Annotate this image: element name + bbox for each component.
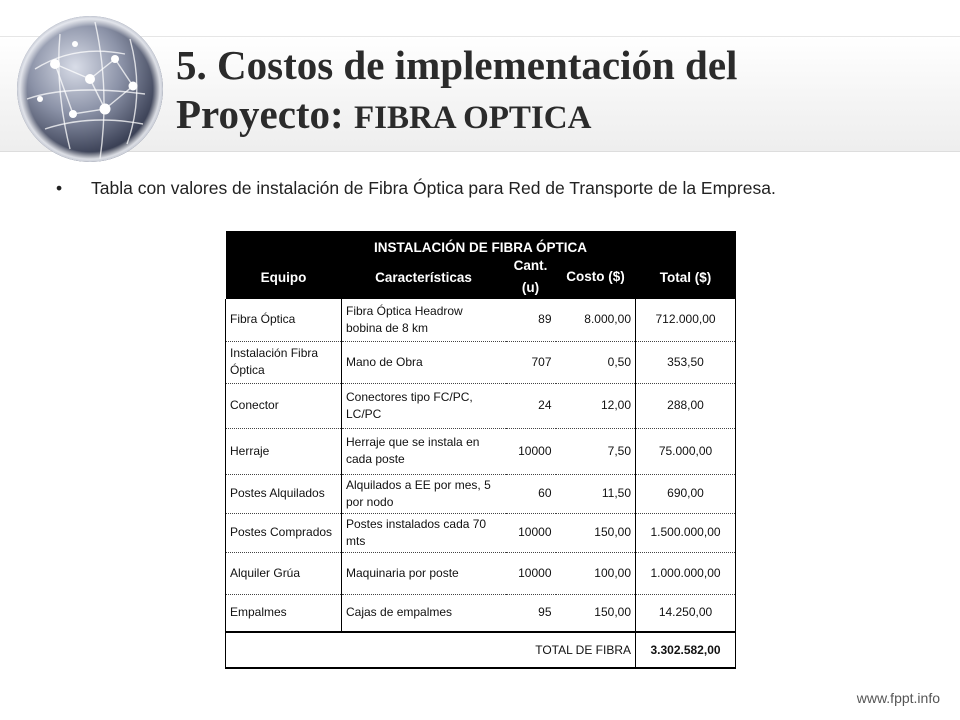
cell-costo: 150,00 bbox=[556, 594, 636, 632]
slide-title bbox=[176, 42, 737, 141]
cell-costo: 8.000,00 bbox=[556, 299, 636, 341]
cell-caracteristicas: Conectores tipo FC/PC, LC/PC bbox=[342, 383, 506, 428]
header-equipo: Equipo bbox=[226, 255, 342, 299]
title-line-1: 5. Costos de implementación del bbox=[176, 42, 738, 88]
cell-total: 1.000.000,00 bbox=[636, 552, 736, 594]
table-row bbox=[226, 594, 736, 632]
cell-total: 288,00 bbox=[636, 383, 736, 428]
cell-cant: 95 bbox=[506, 594, 556, 632]
header-total: Total ($) bbox=[636, 255, 736, 299]
cell-costo: 150,00 bbox=[556, 513, 636, 552]
table-caption: INSTALACIÓN DE FIBRA ÓPTICA bbox=[226, 231, 736, 255]
cell-equipo: Herraje bbox=[226, 428, 342, 474]
total-label: TOTAL DE FIBRA bbox=[226, 632, 636, 668]
cell-total: 14.250,00 bbox=[636, 594, 736, 632]
cell-cant: 10000 bbox=[506, 428, 556, 474]
globe-network-icon bbox=[15, 14, 165, 164]
bullet-dot: • bbox=[56, 178, 63, 198]
cell-caracteristicas: Fibra Óptica Headrow bobina de 8 km bbox=[342, 299, 506, 341]
cell-caracteristicas: Mano de Obra bbox=[342, 341, 506, 383]
cell-costo: 7,50 bbox=[556, 428, 636, 474]
cell-costo: 11,50 bbox=[556, 474, 636, 513]
cell-cant: 60 bbox=[506, 474, 556, 513]
cell-equipo: Fibra Óptica bbox=[226, 299, 342, 341]
cell-equipo: Postes Alquilados bbox=[226, 474, 342, 513]
table-row bbox=[226, 383, 736, 428]
bullet-text: Tabla con valores de instalación de Fibra Óptica para Red de Transporte de la Empresa. bbox=[91, 178, 776, 198]
cell-caracteristicas: Herraje que se instala en cada poste bbox=[342, 428, 506, 474]
table-total-row bbox=[226, 632, 736, 668]
bullet-item bbox=[56, 176, 876, 200]
table-row bbox=[226, 474, 736, 513]
table-row bbox=[226, 513, 736, 552]
cell-caracteristicas: Alquilados a EE por mes, 5 por nodo bbox=[342, 474, 506, 513]
cell-caracteristicas: Maquinaria por poste bbox=[342, 552, 506, 594]
cell-costo: 100,00 bbox=[556, 552, 636, 594]
header-costo: Costo ($) bbox=[556, 255, 636, 299]
cell-equipo: Conector bbox=[226, 383, 342, 428]
cell-caracteristicas: Postes instalados cada 70 mts bbox=[342, 513, 506, 552]
table-row bbox=[226, 299, 736, 341]
cell-total: 1.500.000,00 bbox=[636, 513, 736, 552]
cell-cant: 24 bbox=[506, 383, 556, 428]
cell-costo: 0,50 bbox=[556, 341, 636, 383]
table-row bbox=[226, 552, 736, 594]
cell-costo: 12,00 bbox=[556, 383, 636, 428]
cell-equipo: Postes Comprados bbox=[226, 513, 342, 552]
header-cant: Cant. (u) bbox=[506, 255, 556, 299]
title-line-2b: FIBRA OPTICA bbox=[353, 100, 592, 136]
cell-caracteristicas: Cajas de empalmes bbox=[342, 594, 506, 632]
cell-cant: 89 bbox=[506, 299, 556, 341]
cell-total: 75.000,00 bbox=[636, 428, 736, 474]
header-caracteristicas: Características bbox=[342, 255, 506, 299]
cell-cant: 707 bbox=[506, 341, 556, 383]
cell-total: 712.000,00 bbox=[636, 299, 736, 341]
cell-total: 690,00 bbox=[636, 474, 736, 513]
cell-equipo: Alquiler Grúa bbox=[226, 552, 342, 594]
cell-cant: 10000 bbox=[506, 513, 556, 552]
cell-equipo: Empalmes bbox=[226, 594, 342, 632]
total-value: 3.302.582,00 bbox=[636, 632, 736, 668]
footer-url: www.fppt.info bbox=[856, 690, 940, 706]
fiber-cost-table bbox=[225, 231, 736, 669]
table-row bbox=[226, 428, 736, 474]
cell-equipo: Instalación Fibra Óptica bbox=[226, 341, 342, 383]
cell-cant: 10000 bbox=[506, 552, 556, 594]
table-row bbox=[226, 341, 736, 383]
title-line-2a: Proyecto: bbox=[176, 91, 354, 137]
cell-total: 353,50 bbox=[636, 341, 736, 383]
